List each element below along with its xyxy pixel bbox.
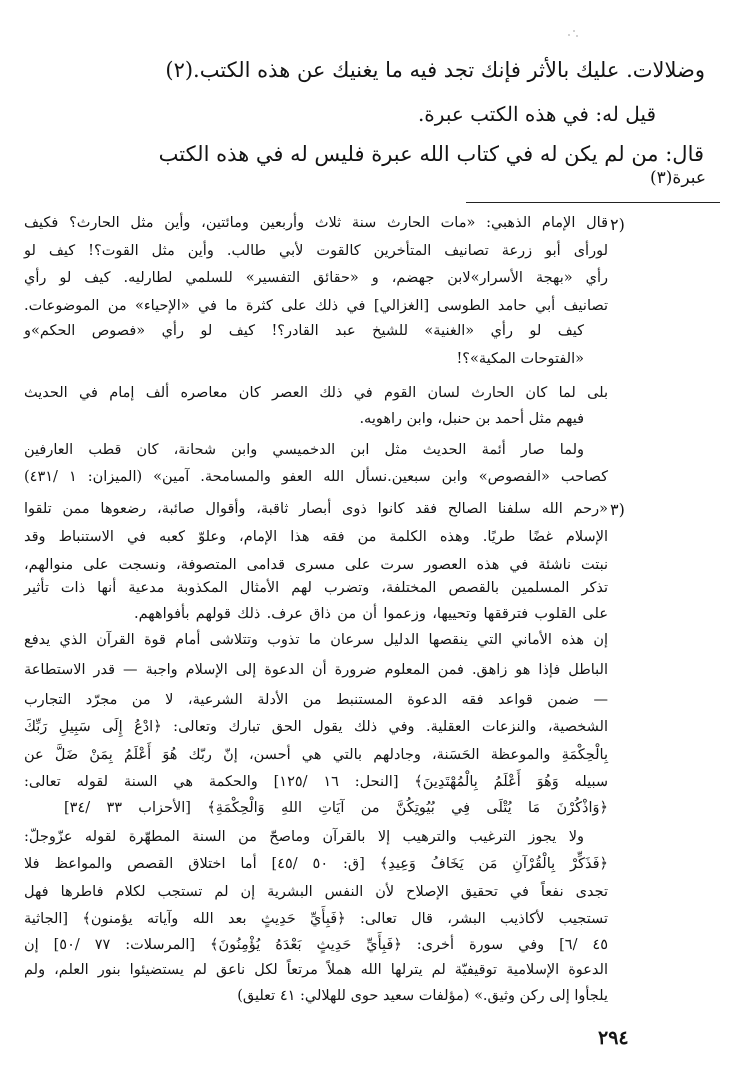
footnote-line: سبيله وَهُوَ أَعْلَمُ بِالْمُهْتَدِينَ﴾ [النحل: ١٦ /١٢٥] والحكمة هي السنة لقوله تعالى:: [24, 774, 609, 790]
footnote-line: تصانيف أبي حامد الطوسى [الغزالي] في ذلك على كثرة ما في «الإحياء» من الموضوعات.: [24, 298, 608, 314]
footnote-line: تذكر المسلمين بالقصص المختلفة، وتضرب لهم الأمثال المكذوبة مدعية أنها ذات تأثير: [24, 580, 608, 596]
footnote-line: بِالْحِكْمَةِ والموعظة الحَسَنة، وجادلهم بالتي هي أحسن، إنّ ربّك هُوَ أَعْلَمُ بِمَنْ ضَلَّ عن: [24, 747, 608, 763]
main-text-line-4: عبرة(٣): [650, 168, 706, 188]
footnote-line: ولا يجوز الترغيب والترهيب إلا بالقرآن وماصحّ من السنة المطهّرة لقوله عزّوجلّ:: [24, 829, 584, 845]
main-text-line-2: قيل له: في هذه الكتب عبرة.: [417, 102, 656, 126]
footnote-line: ﴿فَذَكِّرْ بِالْقُرْآنِ مَن يَخَافُ وَعِيدِ﴾ [ق: ٥٠ /٤٥] أما اختلاق القصص والمواعظ فلا: [24, 856, 608, 872]
footnote-line: تجدى نفعاً في تحقيق الإصلاح لأن النفس البشرية إن لم تستجب لكلام فاطرها فهل: [24, 884, 608, 900]
footnote-line: نبتت ناشئة في هذه العصور سرت على مسرى قدامى المتصوفة، ونسجت على منوالهم،: [24, 557, 608, 573]
page-number: ٢٩٤: [598, 1027, 629, 1049]
footnote-marker-2: ٢): [610, 215, 625, 234]
footnote-line: — ضمن قواعد فقه الدعوة المستنبط من الأدلة الشرعية، لا من مجرّد التجارب: [24, 692, 608, 708]
footnote-line: تستجيب لأكاذيب البشر، قال تعالى: ﴿فَبِأَيِّ حَدِيثٍ بعد الله وآياته يؤمنون﴾ [الجاثية: [24, 911, 608, 927]
footnote-line: بلى لما كان الحارث لسان القوم في ذلك العصر كان معاصره ألف إمام في الحديث: [24, 385, 608, 401]
footnote-marker-3: ٣): [610, 500, 625, 519]
footnote-line: يلجأوا إلى ركن وثيق.» (مؤلفات سعيد حوى للهلالي: ٤١ تعليق): [237, 988, 608, 1004]
footnote-line: فيهم مثل أحمد بن حنبل، وابن راهويه.: [359, 411, 584, 427]
footnote-line: قال الإمام الذهبي: «مات الحارث سنة ثلاث وأربعين ومائتين، وأين مثل الحارث؟ فكيف: [24, 215, 608, 231]
footnote-line: كيف لو رأي «الغنية» للشيخ عبد القادر؟! كيف لو رأي «فصوص الحكم»و: [24, 323, 584, 339]
footnote-line: ٤٥ /٦] وفي سورة أخرى: ﴿فَبِأَيِّ حَدِيثٍ بَعْدَهُ يُؤْمِنُونَ﴾ [المرسلات: ٧٧ /٥٠] إن: [24, 937, 608, 953]
main-text-line-3: قال: من لم يكن له في كتاب الله عبرة فليس له في هذه الكتب: [158, 142, 704, 166]
footnote-line: ﴿وَاذْكُرْنَ مَا يُتْلَى فِي بُيُوتِكُنَّ من آيَاتِ اللهِ وَالْحِكْمَةِ﴾ [الأحزاب ٣٣ /٣٤]: [64, 800, 608, 816]
footnote-line: الشخصية، والنزعات العقلية. وفي ذلك يقول الحق تبارك وتعالى: ﴿ادْعُ إِلَى سَبِيلِ رَبِّكَ: [24, 719, 608, 735]
footnote-separator: [466, 202, 720, 203]
footnote-line: الإسلام غضًا طريًا. وهذه الكلمة من فقه هذا الإمام، وعلوّ كعبه في الاستنباط وقد: [24, 529, 608, 545]
footnote-line: الدعوة الإسلامية توقيفيّة لم يترلها الله هملاً مرتعاً لكل ناعق لم يستضيئوا بنور العلم، ولم: [24, 962, 608, 978]
footnote-line: «الفتوحات المكية»؟!: [456, 351, 584, 367]
footnote-line: لورأى أبو زرعة تصانيف المتأخرين كالقوت لأبي طالب. وأين مثل القوت؟! كيف لو: [24, 243, 608, 259]
main-text-line-1: وضلالات. عليك بالأثر فإنك تجد فيه ما يغنيك عن هذه الكتب.(٢): [165, 58, 705, 82]
footnote-line: إن هذه الأماني التي ينقصها الدليل سرعان ما تذوب وتتلاشى أمام قوة القرآن الذي يدفع: [24, 632, 608, 648]
footnote-line: رأي «بهجة الأسرار»لابن جهضم، و «حقائق التفسير» للسلمي لطارليه. كيف لو رأي: [24, 270, 608, 286]
footnote-line: كصاحب «الفصوص» وابن سبعين.نسأل الله العفو والمسامحة. آمين» (الميزان: ١ /٤٣١): [24, 469, 608, 485]
scan-speck: [568, 30, 578, 38]
footnote-line: على القلوب فترققها وتحييها، وزعموا أن من ذاق عرف. ذلك قولهم بأفواههم.: [134, 606, 608, 622]
footnote-line: «رحم الله سلفنا الصالح فقد كانوا ذوى أبصار ثاقبة، وأقوال صائبة، رضعوها ممن تلقوا: [24, 501, 608, 517]
footnote-line: الباطل فإذا هو زاهق. فمن المعلوم ضرورة أن الدعوة إلى الإسلام واجبة — قدر الاستطاعة: [24, 662, 608, 678]
footnote-line: ولما صار أئمة الحديث مثل ابن الدخميسي وابن شحانة، كان قطب العارفين: [24, 442, 584, 458]
